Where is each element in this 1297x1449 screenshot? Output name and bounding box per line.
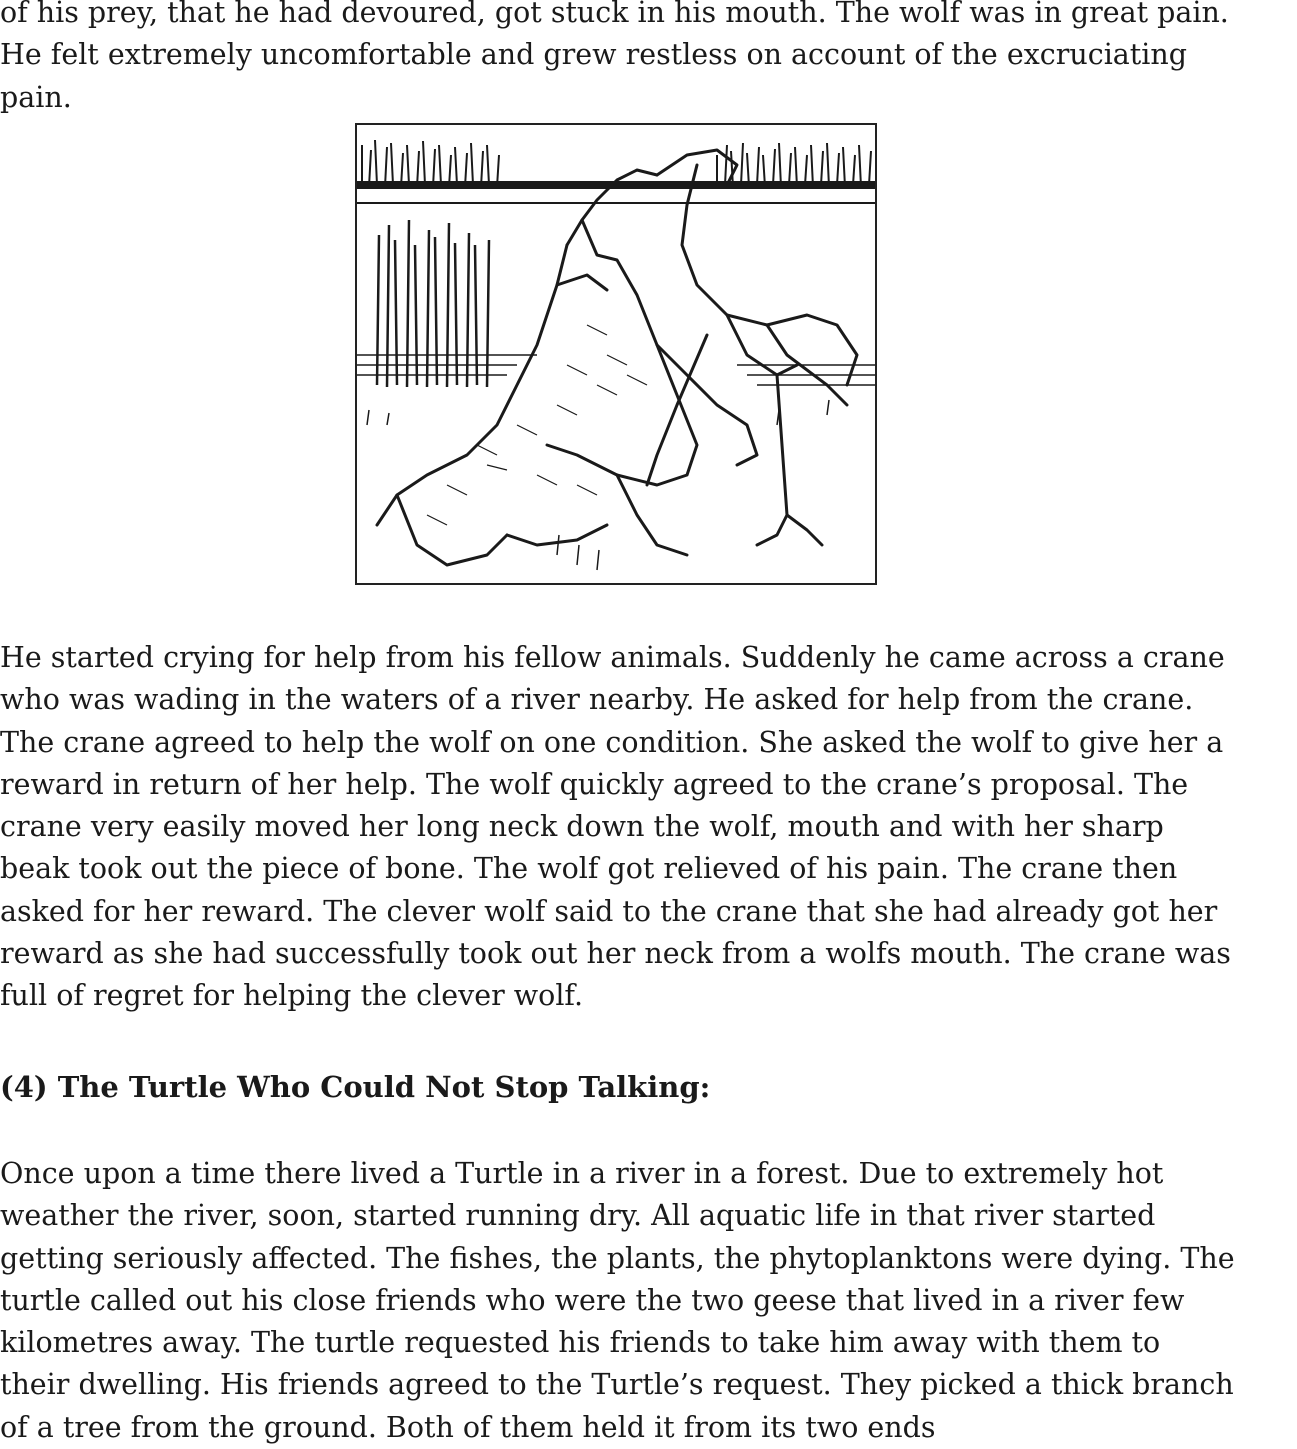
text-line: their dwelling. His friends agreed to the Turtle’s request. They picked a thick branch	[0, 1368, 1234, 1402]
text-line: of his prey, that he had devoured, got stuck in his mouth. The wolf was in great pain.	[0, 0, 1229, 29]
text-line: pain.	[0, 80, 72, 114]
text-line: asked for her reward. The clever wolf said to the crane that she had already got her	[0, 894, 1218, 928]
wolf-and-crane-illustration	[355, 123, 877, 585]
text-line: Once upon a time there lived a Turtle in a river in a forest. Due to extremely hot	[0, 1157, 1164, 1190]
text-line: The crane agreed to help the wolf on one condition. She asked the wolf to give her a	[0, 725, 1224, 759]
text-line: getting seriously affected. The fishes, the plants, the phytoplanktons were dying. The	[0, 1241, 1235, 1275]
text-line: of a tree from the ground. Both of them held it from its two ends	[0, 1410, 936, 1444]
story-paragraph-crane-help	[0, 637, 1297, 1018]
wolf-and-crane-illustration-icon	[357, 125, 875, 583]
text-line: He started crying for help from his fellow animals. Suddenly he came across a crane	[0, 641, 1225, 674]
text-line: crane very easily moved her long neck down the wolf, mouth and with her sharp	[0, 810, 1164, 844]
text-line: reward as she had successfully took out her neck from a wolfs mouth. The crane was	[0, 937, 1231, 971]
text-line: turtle called out his close friends who were the two geese that lived in a river few	[0, 1283, 1185, 1317]
text-line: beak took out the piece of bone. The wolf got relieved of his pain. The crane then	[0, 852, 1178, 886]
text-line: full of regret for helping the clever wolf.	[0, 979, 584, 1013]
text-line: weather the river, soon, started running dry. All aquatic life in that river started	[0, 1199, 1156, 1233]
text-line: who was wading in the waters of a river nearby. He asked for help from the crane.	[0, 683, 1194, 717]
story-paragraph-turtle	[0, 1153, 1297, 1449]
text-line: reward in return of her help. The wolf quickly agreed to the crane’s proposal. The	[0, 767, 1189, 801]
text-line: kilometres away. The turtle requested his friends to take him away with them to	[0, 1326, 1161, 1360]
text-line: He felt extremely uncomfortable and grew restless on account of the excruciating	[0, 38, 1187, 72]
story-paragraph-wolf-pain	[0, 0, 1297, 119]
section-heading: (4) The Turtle Who Could Not Stop Talking:	[0, 1070, 711, 1104]
